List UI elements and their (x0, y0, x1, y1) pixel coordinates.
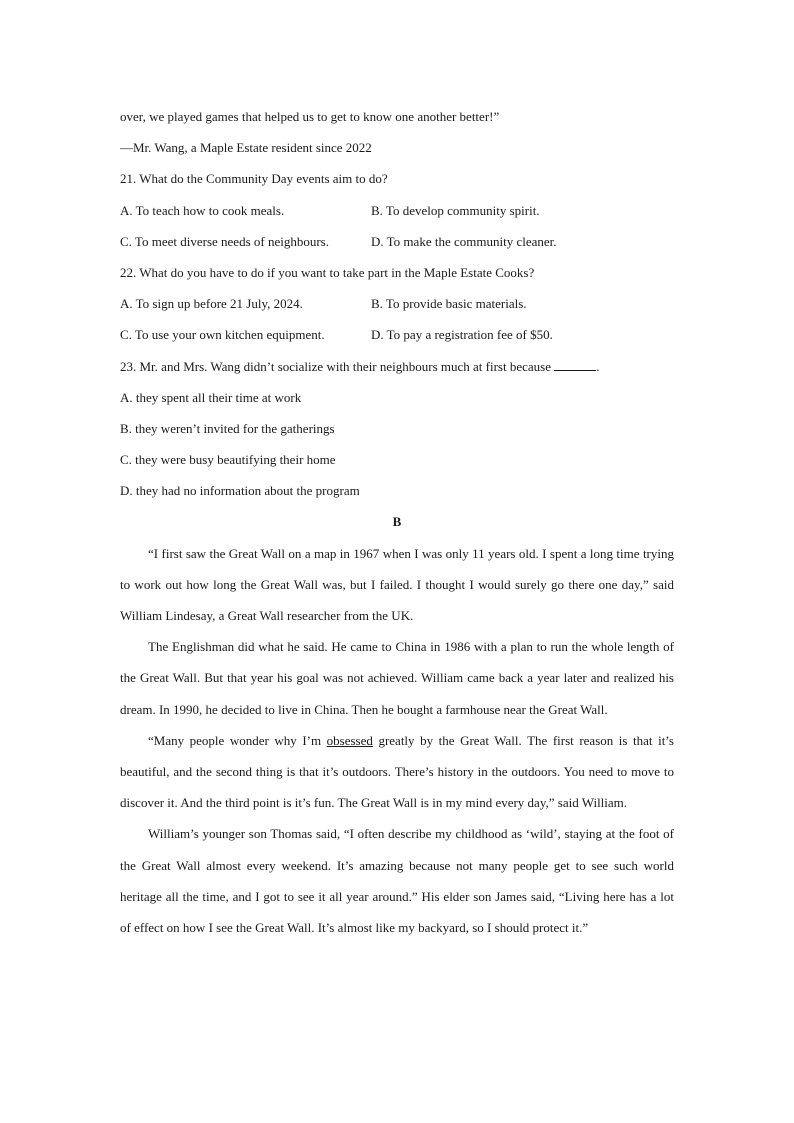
question-21-stem: 21. What do the Community Day events aim to do? (120, 171, 388, 187)
underlined-word: obsessed (326, 732, 373, 748)
question-23-option-d: D. they had no information about the program (120, 483, 360, 499)
question-22-option-b: B. To provide basic materials. (371, 296, 527, 312)
quote-attribution: —Mr. Wang, a Maple Estate resident since 2022 (120, 140, 372, 156)
passage-paragraph-1: “I first saw the Great Wall on a map in 1967 when I was only 11 years old. I spent a long time trying to work out how long the Great Wall was, but I failed. I thought I would surely go there one day,” said William Lindesay, a Great Wall researcher from the UK. (120, 545, 674, 624)
question-21-option-a: A. To teach how to cook meals. (120, 202, 285, 218)
question-21-options-row-2 (120, 226, 674, 257)
paragraph-3-text-end: greatly by the Great Wall. The first reason is that it’s beautiful, and the second thing is that it’s outdoors. There’s history in the outdoors. You need to move to discover it. And the third point is it’s fun. The Great Wall is in my mind every day,” said William. (120, 732, 674, 811)
question-22-option-c: C. To use your own kitchen equipment. (120, 327, 325, 343)
passage-body (120, 538, 674, 944)
quote-continuation: over, we played games that helped us to get to know one another better!” (120, 109, 500, 124)
question-23-option-c: C. they were busy beautifying their home (120, 452, 336, 468)
question-22-stem: 22. What do you have to do if you want to take part in the Maple Estate Cooks? (120, 264, 535, 280)
question-23-option-b: B. they weren’t invited for the gatherings (120, 420, 335, 436)
question-23-stem-line (120, 351, 674, 382)
passage-paragraph-3 (120, 725, 674, 819)
paragraph-3-text-start: “Many people wonder why I’m (148, 732, 327, 748)
question-23-stem: 23. Mr. and Mrs. Wang didn’t socialize with their neighbours much at first because (120, 358, 551, 374)
passage-heading: B (392, 514, 402, 530)
question-21-option-d: D. To make the community cleaner. (371, 233, 557, 249)
passage-paragraph-2: The Englishman did what he said. He came to China in 1986 with a plan to run the whole length of the Great Wall. But that year his goal was not achieved. William came back a year later and realized his dream. In 1990, he decided to live in China. Then he bought a farmhouse near the Great Wall. (120, 639, 674, 717)
question-21-options-row-1 (120, 195, 674, 226)
page-content (120, 101, 674, 943)
passage-paragraph-4: William’s younger son Thomas said, “I often describe my childhood as ‘wild’, staying at the foot of the Great Wall almost every weekend. It’s amazing because not many people get to see such world heritage all the time, and I got to see it all year around.” His elder son James said, “Living here has a lot of effect on how I see the Great Wall. It’s almost like my backyard, so I should protect it.” (120, 826, 674, 936)
question-23-option-a: A. they spent all their time at work (120, 389, 302, 405)
question-23-stem-end: . (596, 358, 600, 374)
question-22-option-d: D. To pay a registration fee of $50. (371, 327, 553, 343)
question-21-option-c: C. To meet diverse needs of neighbours. (120, 233, 329, 249)
question-21-option-b: B. To develop community spirit. (371, 202, 540, 218)
question-22-options-row-2 (120, 319, 674, 350)
question-22-options-row-1 (120, 288, 674, 319)
question-22-option-a: A. To sign up before 21 July, 2024. (120, 296, 303, 312)
answer-blank (554, 358, 596, 371)
